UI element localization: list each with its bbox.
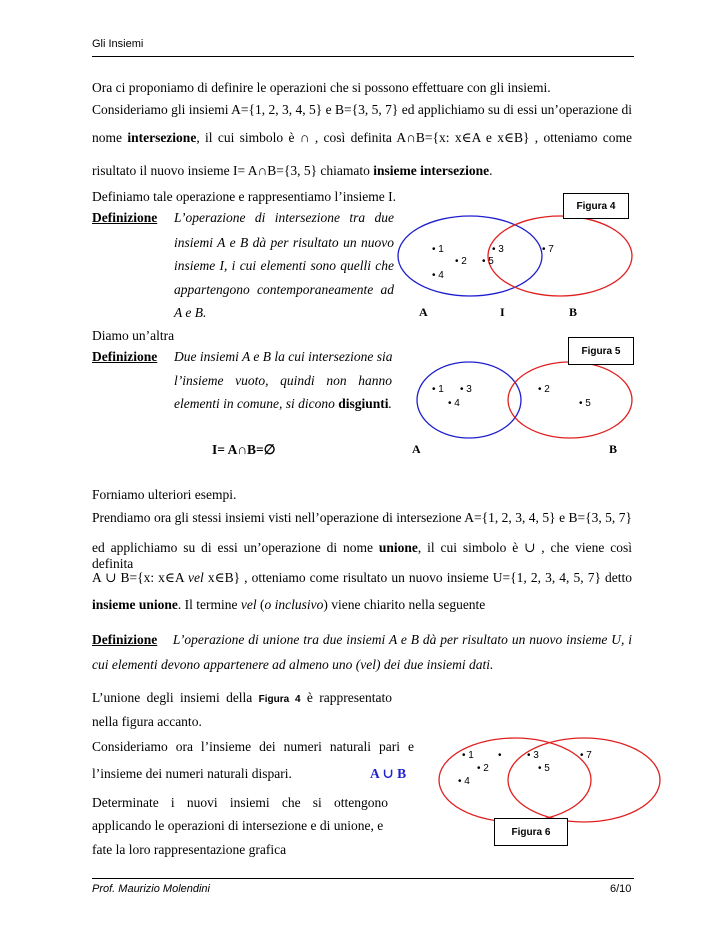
empty-intersection-equation: I= A∩B=∅ bbox=[212, 442, 276, 457]
element-point: • 7 bbox=[580, 750, 592, 761]
element-point: • 1 bbox=[432, 244, 444, 255]
paragraph: Ora ci proponiamo di definire le operazioni che si possono effettuare con gli insiemi. bbox=[92, 80, 551, 95]
element-point: • 2 bbox=[477, 763, 489, 774]
page-header: Gli Insiemi bbox=[92, 38, 144, 50]
term-intersezione: intersezione bbox=[127, 130, 197, 145]
element-point: • 4 bbox=[458, 776, 470, 787]
element-point: • 2 bbox=[538, 384, 550, 395]
term-unione: unione bbox=[378, 540, 418, 555]
intersection-label: I bbox=[500, 305, 505, 319]
element-point: • 3 bbox=[492, 244, 504, 255]
definition-line: L’operazione di intersezione tra due bbox=[174, 210, 394, 225]
text: . bbox=[388, 396, 392, 411]
text: è rappresentato bbox=[300, 690, 392, 705]
element-point: • 5 bbox=[579, 398, 591, 409]
text: x∈B} , otteniamo come risultato un nuovo insieme U={1, 2, 3, 4, 5, 7} detto bbox=[203, 570, 632, 585]
text: . Il termine bbox=[177, 597, 241, 612]
element-point: • 2 bbox=[455, 256, 467, 267]
paragraph: Prendiamo ora gli stessi insiemi visti nell’operazione di intersezione A={1, 2, 3, 4, 5} e B={3, 5, 7} bbox=[92, 510, 632, 525]
term-insieme-intersezione: insieme intersezione bbox=[373, 163, 490, 178]
set-a-label: A bbox=[412, 442, 421, 456]
term-disgiunti: disgiunti bbox=[338, 396, 389, 411]
text: nome bbox=[92, 130, 128, 145]
figure-caption: Figura 5 bbox=[568, 337, 634, 365]
definition-line: Due insiemi A e B la cui intersezione sia bbox=[174, 349, 393, 364]
text: L’unione degli insiemi della bbox=[92, 690, 259, 705]
set-a-ellipse bbox=[398, 216, 542, 296]
text: elementi in comune, si dicono bbox=[174, 396, 339, 411]
term-o-inclusivo: o inclusivo bbox=[264, 597, 324, 612]
set-a-label: A bbox=[419, 305, 428, 319]
paragraph: Consideriamo gli insiemi A={1, 2, 3, 4, 5} e B={3, 5, 7} ed applichiamo su di essi un’operazione di bbox=[92, 102, 632, 117]
element-point: • 5 bbox=[482, 256, 494, 267]
element-point: • 7 bbox=[542, 244, 554, 255]
paragraph: l’insieme dei numeri naturali dispari. bbox=[92, 766, 292, 781]
definition-line: appartengono contemporaneamente ad bbox=[174, 282, 394, 297]
definition-label: Definizione bbox=[92, 349, 158, 364]
element-point: • 3 bbox=[460, 384, 472, 395]
paragraph: Diamo un’altra bbox=[92, 328, 175, 343]
paragraph: Definiamo tale operazione e rappresentiamo l’insieme I. bbox=[92, 189, 396, 204]
element-point: • 1 bbox=[462, 750, 474, 761]
text: A ∪ B={x: x∈A bbox=[92, 570, 188, 585]
paragraph: applicando le operazioni di intersezione e di unione, e bbox=[92, 818, 384, 833]
text: . bbox=[489, 163, 493, 178]
element-point: • bbox=[498, 750, 502, 761]
footer-author: Prof. Maurizio Molendini bbox=[92, 883, 210, 895]
paragraph: Determinate i nuovi insiemi che si ottengono bbox=[92, 795, 388, 810]
text: ) viene chiarito nella seguente bbox=[323, 597, 486, 612]
term-vel: vel bbox=[188, 570, 204, 585]
figure-caption: Figura 6 bbox=[494, 818, 568, 846]
definition-line: A e B. bbox=[174, 305, 207, 320]
set-b-ellipse bbox=[488, 216, 632, 296]
set-b-label: B bbox=[569, 305, 578, 319]
set-b-label: B bbox=[609, 442, 618, 456]
footer-rule bbox=[92, 878, 634, 879]
set-b-ellipse bbox=[508, 362, 632, 438]
union-label: A ∪ B bbox=[370, 766, 407, 781]
text: ed applichiamo su di essi un’operazione di nome bbox=[92, 540, 379, 555]
definition-label: Definizione bbox=[92, 210, 158, 225]
text: , il cui simbolo è ∪ , che viene così definita bbox=[92, 540, 632, 571]
element-point: • 3 bbox=[527, 750, 539, 761]
text: , il cui simbolo è ∩ , così definita A∩B={x: x∈A e x∈B} , otteniamo come bbox=[196, 130, 633, 145]
text: L’operazione di unione tra due insiemi A e B dà per risultato un nuovo insieme U, i bbox=[172, 632, 633, 647]
element-point: • 5 bbox=[538, 763, 550, 774]
figure-reference: Figura 4 bbox=[258, 694, 301, 705]
definition-line: insieme I, i cui elementi sono quelli che bbox=[174, 258, 394, 273]
definition-line: l’insieme vuoto, quindi non hanno bbox=[174, 373, 392, 388]
paragraph: Forniamo ulteriori esempi. bbox=[92, 487, 237, 502]
text: risultato il nuovo insieme I= A∩B={3, 5} chiamato bbox=[92, 163, 374, 178]
paragraph: Consideriamo ora l’insieme dei numeri naturali pari e bbox=[92, 739, 414, 754]
figure-caption: Figura 4 bbox=[563, 193, 629, 219]
term-vel: vel bbox=[240, 597, 257, 612]
definition-line: insiemi A e B dà per risultato un nuovo bbox=[174, 235, 394, 250]
element-point: • 1 bbox=[432, 384, 444, 395]
element-point: • 4 bbox=[432, 270, 444, 281]
set-a-ellipse bbox=[417, 362, 521, 438]
paragraph: nella figura accanto. bbox=[92, 714, 202, 729]
definition-label: Definizione bbox=[92, 632, 158, 647]
paragraph: fate la loro rappresentazione grafica bbox=[92, 842, 287, 857]
term-insieme-unione: insieme unione bbox=[92, 597, 178, 612]
page-number: 6/10 bbox=[610, 883, 632, 895]
element-point: • 4 bbox=[448, 398, 460, 409]
text: ( bbox=[256, 597, 265, 612]
definition-line: cui elementi devono appartenere ad almeno uno (vel) dei due insiemi dati. bbox=[92, 657, 494, 672]
